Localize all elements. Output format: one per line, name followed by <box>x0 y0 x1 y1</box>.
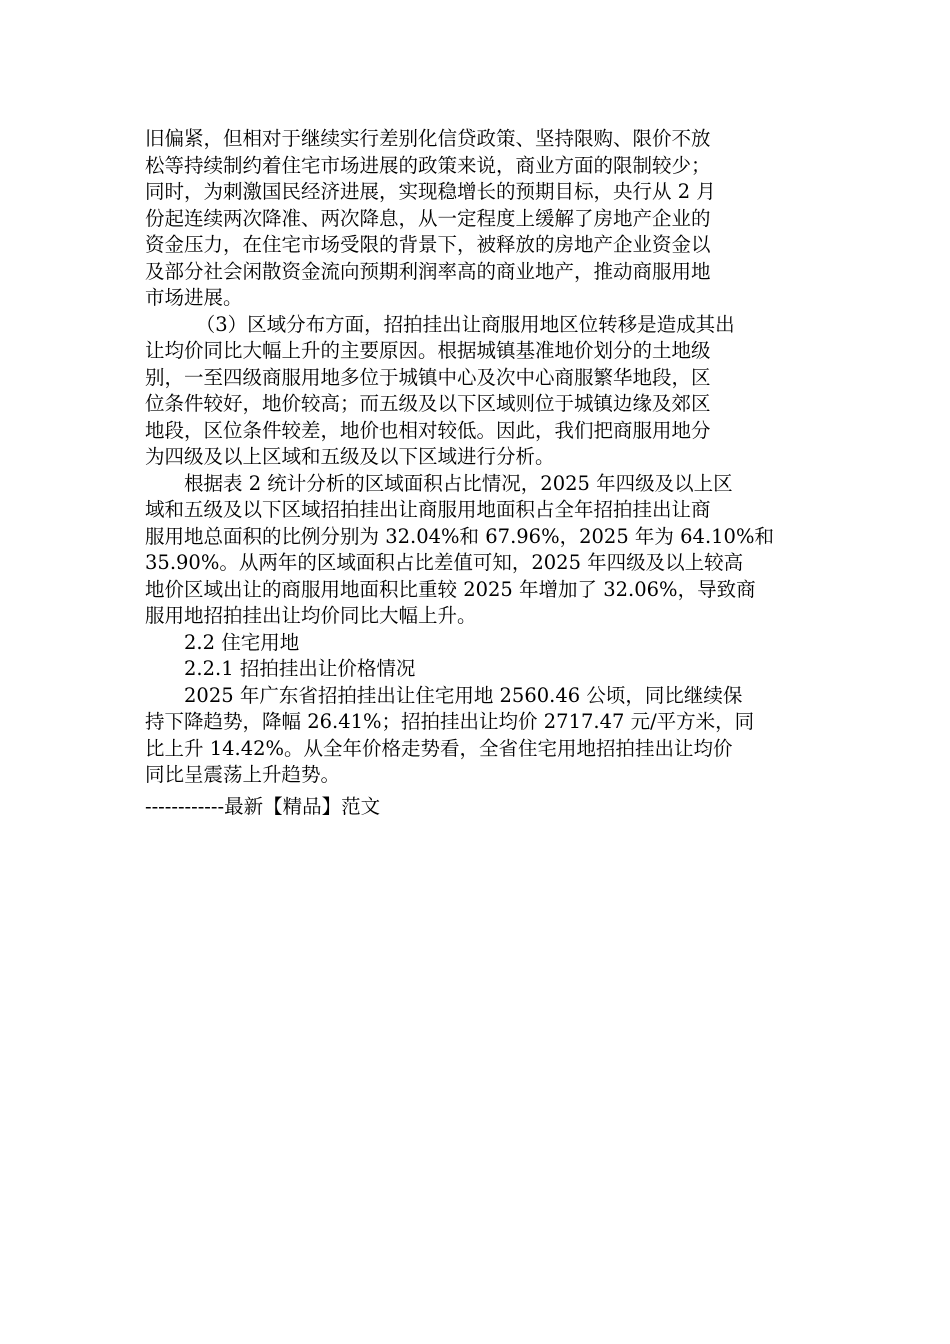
paragraph-area-share <box>145 471 805 630</box>
text-line: 为四级及以上区域和五级及以下区域进行分析。 <box>145 445 555 468</box>
text-line: 让均价同比大幅上升的主要原因。根据城镇基准地价划分的土地级 <box>145 339 711 362</box>
text-line: 资金压力，在住宅市场受限的背景下，被释放的房地产企业资金以 <box>145 233 711 256</box>
subsection-heading-price <box>145 656 805 683</box>
text-line: 地价区域出让的商服用地面积比重较 2025 年增加了 32.06%，导致商 <box>145 577 756 601</box>
text-line: 地段，区位条件较差，地价也相对较低。因此，我们把商服用地分 <box>145 418 711 442</box>
text-line: 市场进展。 <box>145 286 243 309</box>
text-line: 同比呈震荡上升趋势。 <box>145 763 341 786</box>
text-line: 根据表 2 统计分析的区域面积占比情况，2025 年四级及以上区 <box>184 471 733 495</box>
heading-2-2-1: 2.2.1 招拍挂出让价格情况 <box>184 657 416 680</box>
text-line: 持下降趋势，降幅 26.41%；招拍挂出让均价 2717.47 元/平方米，同 <box>145 710 755 733</box>
text-line: 及部分社会闲散资金流向预期利润率高的商业地产，推动商服用地 <box>145 259 711 283</box>
heading-2-2: 2.2 住宅用地 <box>184 630 300 654</box>
text-line: 松等持续制约着住宅市场进展的政策来说，商业方面的限制较少； <box>145 153 711 177</box>
text-line: 位条件较好，地价较高；而五级及以下区域则位于城镇边缘及郊区 <box>145 392 711 415</box>
text-line: 比上升 14.42%。从全年价格走势看，全省住宅用地招拍挂出让均价 <box>145 736 733 760</box>
text-line: （3）区域分布方面，招拍挂出让商服用地区位转移是造成其出 <box>195 312 735 336</box>
footer-note: ------------最新【精品】范文 <box>145 795 381 818</box>
document-body <box>145 126 805 789</box>
text-line: 服用地招拍挂出让均价同比大幅上升。 <box>145 604 477 627</box>
text-line: 域和五级及以下区域招拍挂出让商服用地面积占全年招拍挂出让商 <box>145 498 711 521</box>
text-line: 同时，为刺激国民经济进展，实现稳增长的预期目标，央行从 2 月 <box>145 180 716 203</box>
text-line: 别，一至四级商服用地多位于城镇中心及次中心商服繁华地段，区 <box>145 365 711 389</box>
text-line: 2025 年广东省招拍挂出让住宅用地 2560.46 公顷，同比继续保 <box>184 683 743 707</box>
paragraph-regional-distribution <box>145 312 805 471</box>
section-heading-residential <box>145 630 805 657</box>
paragraph-commercial-policy <box>145 126 805 312</box>
text-line: 服用地总面积的比例分别为 32.04%和 67.96%，2025 年为 64.10%和 <box>145 524 774 548</box>
text-line: 35.90%。从两年的区域面积占比差值可知，2025 年四级及以上较高 <box>145 551 744 574</box>
paragraph-residential-price <box>145 683 805 789</box>
text-line: 旧偏紧，但相对于继续实行差别化信贷政策、坚持限购、限价不放 <box>145 127 711 150</box>
text-line: 份起连续两次降准、两次降息，从一定程度上缓解了房地产企业的 <box>145 206 711 230</box>
